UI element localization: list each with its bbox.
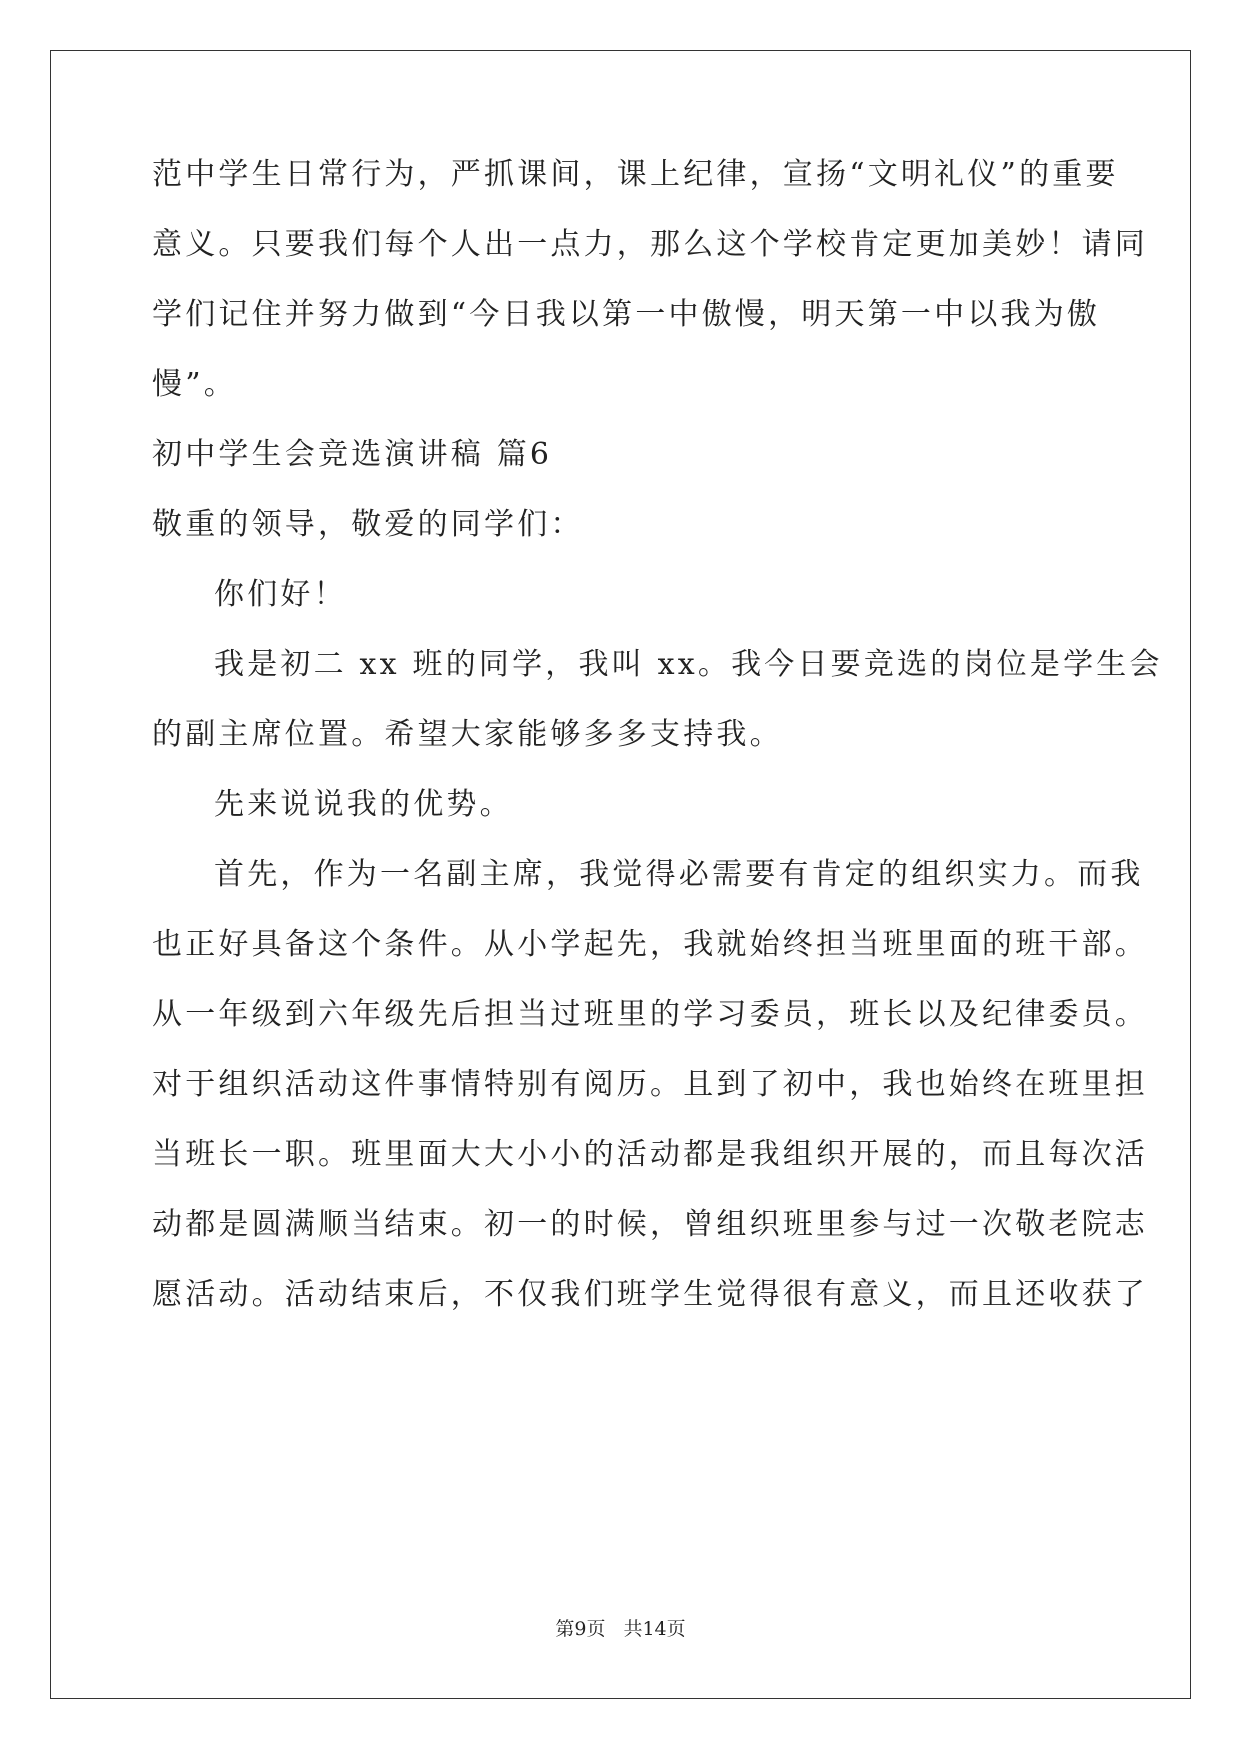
- text-line: 愿活动。活动结束后，不仅我们班学生觉得很有意义，而且还收获了: [152, 1277, 1148, 1312]
- text-line: 意义。只要我们每个人出一点力，那么这个学校肯定更加美妙！请同: [152, 227, 1148, 262]
- text-line: 当班长一职。班里面大大小小的活动都是我组织开展的，而且每次活: [152, 1137, 1148, 1172]
- section-heading: 初中学生会竞选演讲稿 篇6: [152, 437, 553, 472]
- text-line: 对于组织活动这件事情特别有阅历。且到了初中，我也始终在班里担: [152, 1067, 1148, 1102]
- page-footer: [0, 1617, 1241, 1641]
- page-total: 共14页: [623, 1618, 686, 1640]
- page-number: 第9页: [555, 1618, 606, 1640]
- text-line: 慢”。: [152, 367, 237, 402]
- greeting: 你们好！: [214, 577, 347, 612]
- salutation: 敬重的领导，敬爱的同学们：: [152, 507, 584, 542]
- text-line: 学们记住并努力做到“今日我以第一中傲慢，明天第一中以我为傲: [152, 297, 1101, 332]
- text-line: 范中学生日常行为，严抓课间，课上纪律，宣扬“文明礼仪”的重要: [152, 157, 1119, 192]
- text-line: 我是初二 xx 班的同学，我叫 xx。我今日要竞选的岗位是学生会: [214, 647, 1163, 682]
- text-line: 的副主席位置。希望大家能够多多支持我。: [152, 717, 783, 752]
- text-line: 动都是圆满顺当结束。初一的时候，曾组织班里参与过一次敬老院志: [152, 1207, 1148, 1242]
- text-line: 首先，作为一名副主席，我觉得必需要有肯定的组织实力。而我: [214, 857, 1144, 892]
- text-line: 先来说说我的优势。: [214, 787, 513, 822]
- text-line: 从一年级到六年级先后担当过班里的学习委员，班长以及纪律委员。: [152, 997, 1148, 1032]
- text-line: 也正好具备这个条件。从小学起先，我就始终担当班里面的班干部。: [152, 927, 1148, 962]
